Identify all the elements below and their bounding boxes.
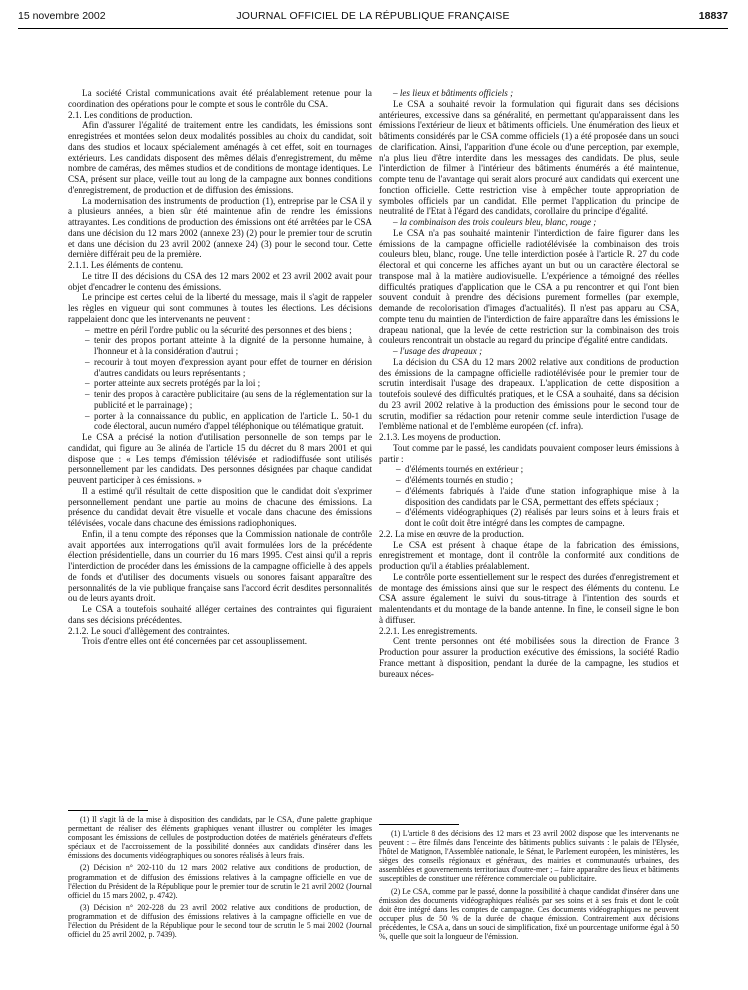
paragraph: Cent trente personnes ont été mobilisées sous la direction de France 3 Production pour assurer la production exécutive des émissions, la société Radio France mettant à disposition, pendant la durée de la campagne, les studios et bureaux néces- <box>379 636 679 679</box>
paragraph: Tout comme par le passé, les candidats pouvaient composer leurs émissions à partir : <box>379 442 679 464</box>
issue-date: 15 novembre 2002 <box>18 10 106 22</box>
list-item: – d'éléments tournés en extérieur ; <box>405 464 679 475</box>
paragraph: Le CSA a précisé la notion d'utilisation personnelle de son temps par le candidat, qui figure au 3e alinéa de l'article 15 du décret du 8 mars 2001 et qui dispose que : « Les temps d'émission télévisée et radiodiffusée sont utilisés personnellement par les candidats. Des personnes désignées par chaque candidat peuvent participer à ces émissions. » <box>68 432 372 485</box>
left-column <box>68 88 372 647</box>
header-rule <box>18 28 728 29</box>
list-item: – d'éléments vidéographiques (2) réalisés par leurs soins et à leurs frais et dont le coût doit être intégré dans les comptes de campagne. <box>405 507 679 529</box>
subheading-italic: – les lieux et bâtiments officiels ; <box>393 88 514 98</box>
paragraph: Enfin, il a tenu compte des réponses que la Commission nationale de contrôle avait apportées aux interrogations qu'il avait formulées lors de la précédente élection présidentielle, dans un courrier du 16 mars 1995. C'est ainsi qu'il a repris l'interdiction de procéder dans les émissions de la campagne officielle à des appels de fonds et d'utiliser des documents visuels ou sonores faisant apparaître des personnalités de la vie publique française sans l'accord écrit desdites personnalités ou de leurs ayants droit. <box>68 528 372 604</box>
list-item: – d'éléments fabriqués à l'aide d'une station infographique mise à la disposition des candidats par le CSA, permettant des effets spéciaux ; <box>405 486 679 508</box>
subheading-italic: – l'usage des drapeaux ; <box>393 346 483 356</box>
page-header <box>18 10 728 26</box>
section-heading: 2.1.1. Les éléments de contenu. <box>68 260 184 270</box>
journal-title: JOURNAL OFFICIEL DE LA RÉPUBLIQUE FRANÇAISE <box>236 10 510 22</box>
paragraph: La décision du CSA du 12 mars 2002 relative aux conditions de production des émissions de la campagne officielle radiotélévisée pour le premier tour de scrutin interdisait l'usage des drapeaux. L'application de cette disposition a toutefois soulevé des difficultés pratiques, et le CSA a souhaité, dans sa décision du 23 avril 2002 relative à la production des émissions pour le second tour de scrutin, modifier sa rédaction pour retenir comme seule interdiction l'usage de l'emblème national et de l'emblème européen (cf. infra). <box>379 356 679 432</box>
section-heading: 2.2. La mise en œuvre de la production. <box>379 528 524 539</box>
footnote: (1) L'article 8 des décisions des 12 mars et 23 avril 2002 dispose que les intervenants ne peuvent : – être filmés dans l'enceinte des bâtiments publics suivants : le palais de l'Elysée, l'hôtel de Matignon, l'Assemblée nationale, le Sénat, le Parlement européen, les ministères, les sièges des conseils régionaux et généraux, des mairies et communautés urbaines, des assemblées et gouvernements territoriaux d'outre-mer ; – faire apparaître des lieux et bâtiments susceptibles de constituer une référence commerciale ou publicitaire. <box>379 829 679 884</box>
section-heading: 2.2.1. Les enregistrements. <box>379 625 478 636</box>
list-item: – recourir à tout moyen d'expression ayant pour effet de tourner en dérision d'autres candidats ou leurs représentants ; <box>94 357 372 379</box>
paragraph: Le CSA n'a pas souhaité maintenir l'interdiction de faire figurer dans les émissions de la campagne officielle radiotélévisée la combinaison des trois couleurs bleu, blanc, rouge. Une telle interdiction posée à l'article R. 27 du code électoral et qui concerne les affiches ayant un but ou un caractère électoral se transpose mal à la matière audiovisuelle. L'expérience a témoigné des réelles difficultés pratiques d'application que le CSA a pu rencontrer et qui l'ont bien souvent conduit à prendre des décisions purement formelles (par exemple, demande de recolorisation d'images d'actualités). Il n'est pas apparu au CSA, compte tenu du maintien de l'interdiction de faire apparaître dans les émissions le drapeau national, que la levée de cette restriction sur la combinaison des trois couleurs rencontrait un obstacle au regard du principe d'égalité entre candidats. <box>379 227 679 346</box>
list-item: – tenir des propos portant atteinte à la dignité de la personne humaine, à l'honneur et à la considération d'autrui ; <box>94 335 372 357</box>
page-number: 18837 <box>698 10 728 22</box>
paragraph: Le CSA a toutefois souhaité alléger certaines des contraintes qui figuraient dans ses décisions précédentes. <box>68 604 372 625</box>
subheading-italic: – la combinaison des trois couleurs bleu, blanc, rouge ; <box>393 217 597 227</box>
paragraph: Il a estimé qu'il résultait de cette disposition que le candidat doit s'exprimer personnellement pendant une partie au moins de chacune des émissions. La présence du candidat devait être visuelle et vocale dans chacune des émissions télévisées, vocale dans chacune des émissions radiophoniques. <box>68 485 372 528</box>
footnote: (2) Décision n° 202-110 du 12 mars 2002 relative aux conditions de production, de programmation et de diffusion des émissions relatives à la campagne officielle en vue de l'élection du Président de la République pour le premier tour de scrutin le 21 avril 2002 (Journal officiel du 15 mars 2002, p. 4742). <box>68 863 372 900</box>
right-column <box>379 88 679 679</box>
list-item: – porter atteinte aux secrets protégés par la loi ; <box>94 378 372 389</box>
paragraph: Le titre II des décisions du CSA des 12 mars 2002 et 23 avril 2002 avait pour objet d'encadrer le contenu des émissions. <box>68 270 372 292</box>
footnotes-left <box>68 810 372 942</box>
prohibition-list <box>68 325 372 433</box>
paragraph: Le principe est certes celui de la liberté du message, mais il s'agit de rappeler les règles en vigueur qui sont communes à toutes les élections. Les décisions rappelaient donc que les intervenants ne peuvent : <box>68 292 372 324</box>
paragraph: Le contrôle porte essentiellement sur le respect des durées d'enregistrement et de montage des émissions ainsi que sur le respect des éléments du contenu. Le CSA assure également le suivi du sous-titrage à l'intention des sourds et malentendants et du montage de la bande antenne. In fine, le conseil signe le bon à diffuser. <box>379 571 679 625</box>
footnote: (3) Décision n° 202-228 du 23 avril 2002 relative aux conditions de production, de programmation et de diffusion des émissions relatives à la campagne officielle en vue de l'élection du Président de la République pour le second tour de scrutin le 5 mai 2002 (Journal officiel du 25 avril 2002, p. 7439). <box>68 902 372 940</box>
section-heading: 2.1. Les conditions de production. <box>68 109 193 120</box>
section-heading: 2.1.3. Les moyens de production. <box>379 432 501 442</box>
footnote-rule <box>68 810 148 811</box>
list-item: – porter à la connaissance du public, en application de l'article L. 50-1 du code électoral, aucun numéro d'appel téléphonique ou télématique gratuit. <box>94 411 372 433</box>
footnotes-right <box>379 824 679 944</box>
paragraph: Afin d'assurer l'égalité de traitement entre les candidats, les émissions sont enregistrées et montées selon deux modalités possibles au choix du candidat, soit dans des studios et locaux spécialement aménagés à cet effet, soit en tournages extérieurs. Les candidats disposent des mêmes délais d'enregistrement, du même nombre de caméras, des mêmes studios et de conditions de montage identiques. Le CSA, présent sur place, veille tout au long de la campagne aux bonnes conditions d'enregistrement, de production et de diffusion des émissions. <box>68 120 372 195</box>
footnote: (2) Le CSA, comme par le passé, donne la possibilité à chaque candidat d'insérer dans une émission des documents vidéographiques réalisés par ses soins et à ses frais et dont le coût doit être intégré dans les comptes de campagne. Ces documents vidéographiques ne peuvent occuper plus de 50 % de la durée de chaque émission. Contrairement aux décisions précédentes, le CSA a, dans un souci de simplification, fixé un pourcentage uniforme égal à 50 %, quelle que soit la longueur de l'émission. <box>379 886 679 942</box>
list-item: – mettre en péril l'ordre public ou la sécurité des personnes et des biens ; <box>94 325 372 336</box>
list-item: – d'éléments tournés en studio ; <box>405 475 679 486</box>
means-list <box>379 464 679 529</box>
section-heading: 2.1.2. Le souci d'allègement des contraintes. <box>68 625 230 636</box>
paragraph: Le CSA est présent à chaque étape de la fabrication des émissions, enregistrement et montage, dont il contrôle la conformité aux conditions de production qu'il a établies préalablement. <box>379 539 679 571</box>
paragraph: La modernisation des instruments de production (1), entreprise par le CSA il y a plusieurs années, a bien sûr été maintenue afin de rendre les émissions attrayantes. Les conditions de production des émissions ont été arrêtées par le CSA dans une décision du 12 mars 2002 (annexe 23) (2) pour le premier tour de scrutin et dans une décision du 23 avril 2002 (annexe 24) (3) pour le second tour. Cette dernière différait peu de la première. <box>68 195 372 260</box>
footnote: (1) Il s'agit là de la mise à disposition des candidats, par le CSA, d'une palette graphique permettant de réaliser des éléments graphiques venant illustrer ou compléter les images composant les émissions de cellules de postproduction dotées de matériels générateurs d'effets spéciaux et de l'accroissement de la possibilité données aux candidats d'insérer dans les émissions des documents vidéographiques ou sonores réalisés à leurs frais. <box>68 815 372 861</box>
list-item: – tenir des propos à caractère publicitaire (au sens de la réglementation sur la publicité et le parrainage) ; <box>94 389 372 411</box>
paragraph: Le CSA a souhaité revoir la formulation qui figurait dans ses décisions antérieures, excessive dans sa généralité, en permettant qu'apparaissent dans les émissions l'extérieur de lieux et bâtiments officiels. Une énumération des lieux et bâtiments considérés par le CSA comme officiels (1) a été proposée dans un souci de clarification. Ainsi, l'apparition d'une école ou d'une perception, par exemple, n'a plus lieu d'être interdite dans les messages des candidats. De plus, seule l'interdiction de filmer à l'intérieur des bâtiments énumérés a été maintenue, compte tenu de l'avantage qui serait alors procuré aux candidats qui exercent une fonction officielle. Cette restriction vise à empêcher toute appropriation de symboles officiels par un candidat. Elle permet l'application du principe de neutralité de l'Etat à l'égard des candidats, corollaire du principe d'égalité. <box>379 98 679 217</box>
paragraph: La société Cristal communications avait été préalablement retenue pour la coordination des opérations pour le compte et sous le contrôle du CSA. <box>68 88 372 109</box>
paragraph: Trois d'entre elles ont été concernées par cet assouplissement. <box>82 636 308 647</box>
footnote-rule <box>379 824 459 825</box>
